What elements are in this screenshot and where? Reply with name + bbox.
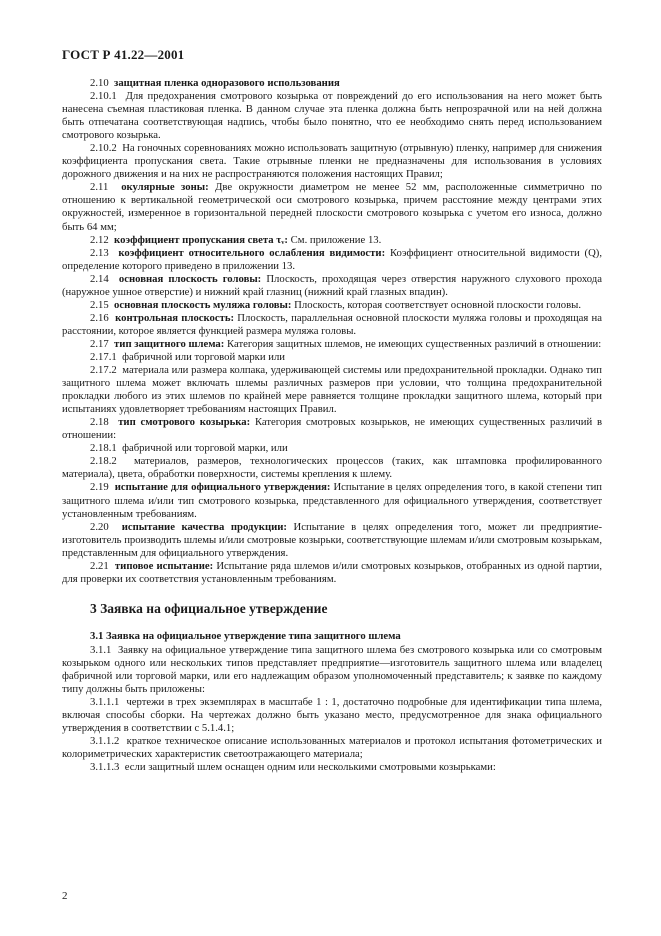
subsection-title: 3.1 Заявка на официальное утверждение типа защитного шлема — [90, 629, 401, 642]
clause-text: чертежи в трех экземплярах в масштабе 1 : 1, достаточно подробные для идентификации типа шлема, включая способы сборки. На чертежах должно быть указано место, предусмотренное для знака официального утверждения в соответствии с 5.1.4.1; — [62, 696, 603, 735]
clause-text: материалов, размеров, технологических процессов (таких, как штамповка профилированного материала), цвета, обработки поверхности, системы крепления к шлему. — [62, 455, 603, 481]
paragraph — [62, 234, 602, 247]
clause-text: Испытание в целях определения того, может ли предприятие-изготовитель производить шлемы и/или смотровые козырьки, соответствующие шлемам и/или смотровым козырькам, представленным для официального утверждения. — [62, 520, 603, 559]
paragraph — [62, 521, 602, 560]
clause-number: 2.17.2 — [90, 364, 117, 377]
defined-term: окулярные зоны: — [121, 181, 209, 194]
clause-text: См. приложение 13. — [290, 233, 382, 246]
clause-text: материала или размера колпака, удерживающей системы или предохранительной прокладки. Однако тип защитного шлема может включать шлемы различных размеров при условии, что толщина предохранительной прокладки любого из этих шлемов по крайней мере равняется толщине прокладки защитного шлема, который при испытаниях удовлетворяет требованиям настоящих Правил. — [62, 364, 602, 416]
paragraph — [62, 644, 602, 696]
clause-number: 2.19 — [90, 481, 109, 494]
paragraph — [62, 696, 602, 735]
document-body — [62, 77, 602, 774]
clause-number: 2.13 — [90, 246, 109, 259]
clause-number: 2.18 — [90, 416, 109, 429]
paragraph — [62, 299, 602, 312]
paragraph — [62, 442, 602, 455]
paragraph — [62, 247, 602, 273]
defined-term: коэффициент относительного ослабления видимости: — [118, 246, 386, 259]
clause-text: Коэффициент относительной видимости (Q), определение которого приведено в приложении 13. — [62, 246, 603, 272]
paragraph — [62, 761, 602, 774]
paragraph — [62, 560, 602, 586]
paragraph — [62, 735, 602, 761]
page-header: ГОСТ Р 41.22—2001 — [62, 47, 185, 62]
defined-term: испытание качества продукции: — [121, 520, 287, 533]
clause-text: Плоскость, параллельная основной плоскости муляжа головы и проходящая на расстоянии, которое является функцией размера муляжа головы. — [62, 311, 602, 337]
clause-text: Категория смотровых козырьков, не имеющих существенных различий в отношении: — [62, 416, 602, 442]
clause-text: Плоскость, проходящая через отверстия наружного слухового прохода (наружное ушное отверстие) и нижний край глазниц (нижний край глазных впадин). — [62, 272, 602, 298]
paragraph — [62, 455, 602, 481]
paragraph — [62, 364, 602, 416]
defined-term: испытание для официального утверждения: — [114, 481, 331, 494]
clause-number: 2.21 — [90, 559, 109, 572]
paragraph — [62, 181, 602, 233]
paragraph — [62, 90, 602, 142]
paragraph — [62, 142, 602, 181]
clause-number: 2.10.2 — [90, 142, 117, 155]
section-title: 3 Заявка на официальное утверждение — [90, 600, 328, 616]
clause-number: 2.12 — [90, 233, 109, 246]
clause-text: Категория защитных шлемов, не имеющих существенных различий в отношении: — [227, 337, 602, 350]
clause-number: 2.17.1 — [90, 350, 117, 363]
section3-list — [62, 644, 602, 774]
paragraph — [62, 77, 602, 90]
clause-number: 2.16 — [90, 311, 109, 324]
clause-number: 2.11 — [90, 181, 109, 194]
paragraph — [62, 481, 602, 520]
clause-text: если защитный шлем оснащен одним или несколькими смотровыми козырьками: — [124, 761, 496, 774]
defined-term: типовое испытание: — [114, 559, 214, 572]
clause-text: Испытание в целях определения того, в какой степени тип защитного шлема и/или тип смотрового козырька, представленного для официального утверждения, соответствует установленным требованиям. — [62, 481, 603, 520]
clause-number: 2.18.1 — [90, 442, 117, 455]
defined-term: основная плоскость головы: — [118, 272, 262, 285]
clause-text: краткое техническое описание использованных материалов и протокол испытания фотометрических и колориметрических характеристик светоотражающего материала; — [62, 735, 602, 761]
clause-number: 2.18.2 — [90, 455, 117, 468]
clause-number: 3.1.1 — [90, 643, 112, 656]
defined-term: основная плоскость муляжа головы: — [114, 298, 292, 311]
clause-number: 2.10 — [90, 77, 109, 89]
paragraph — [62, 273, 602, 299]
clause-text: фабричной или торговой марки или — [122, 350, 286, 363]
clause-number: 2.15 — [90, 298, 109, 311]
defined-term: коэффициент пропускания света τᵥ: — [114, 233, 288, 246]
clause-text: Испытание ряда шлемов и/или смотровых козырьков, отобранных из одной партии, для проверки их соответствия установленным требованиям. — [62, 559, 602, 585]
paragraph — [62, 312, 602, 338]
paragraph — [62, 338, 602, 351]
defined-term: тип защитного шлема: — [114, 337, 225, 350]
clause-text: Заявку на официальное утверждение типа защитного шлема без смотрового козырька или со смотровым козырьком одного или нескольких типов представляет предприятие—изготовитель защитного шлема или владелец фабричной или торговой марки, или его надлежащим образом уполномоченный представитель; к заявке по каждому типу должны быть приложены: — [62, 643, 602, 696]
clause-number: 2.10.1 — [90, 90, 117, 103]
clause-number: 3.1.1.2 — [90, 735, 120, 748]
paragraph — [62, 351, 602, 364]
clause-number: 2.17 — [90, 337, 109, 350]
defined-term: контрольная плоскость: — [115, 311, 235, 324]
clause-number: 2.20 — [90, 520, 109, 533]
clause-number: 3.1.1.3 — [90, 761, 120, 774]
defined-term: тип смотрового козырька: — [118, 416, 251, 429]
clause-text: На гоночных соревнованиях можно использовать защитную (отрывную) пленку, например для снижения коэффициента пропускания света. Такие отрывные пленки не предназначены для использования в условиях дорожного движения и на них не распространяются положения настоящих Правил; — [62, 142, 602, 181]
clause-number: 2.14 — [90, 272, 109, 285]
clause-number: 3.1.1.1 — [90, 696, 120, 709]
clause-text: фабричной или торговой марки, или — [122, 442, 288, 455]
definitions-list — [62, 77, 602, 586]
page-number: 2 — [62, 890, 68, 902]
clause-text: Две окружности диаметром не менее 52 мм, расположенные симметрично по отношению к вертикальной геометрической оси смотрового козырька, причем расстояние между центрами этих окружностей, измеренное в горизонтальной передней плоскости смотрового козырька с учетом его износа, должно быть 64 мм; — [62, 181, 603, 233]
clause-text: Для предохранения смотрового козырька от повреждений до его использования на него может быть нанесена съемная пластиковая пленка. В данном случае эта пленка должна быть непрозрачной или на ней должна быть отпечатана соответствующая надпись, чтобы было понятно, что ее необходимо снять перед использованием смотрового козырька. — [62, 90, 602, 142]
defined-term: защитная пленка одноразового использования — [114, 77, 340, 89]
paragraph — [62, 416, 602, 442]
clause-text: Плоскость, которая соответствует основной плоскости головы. — [294, 298, 581, 311]
